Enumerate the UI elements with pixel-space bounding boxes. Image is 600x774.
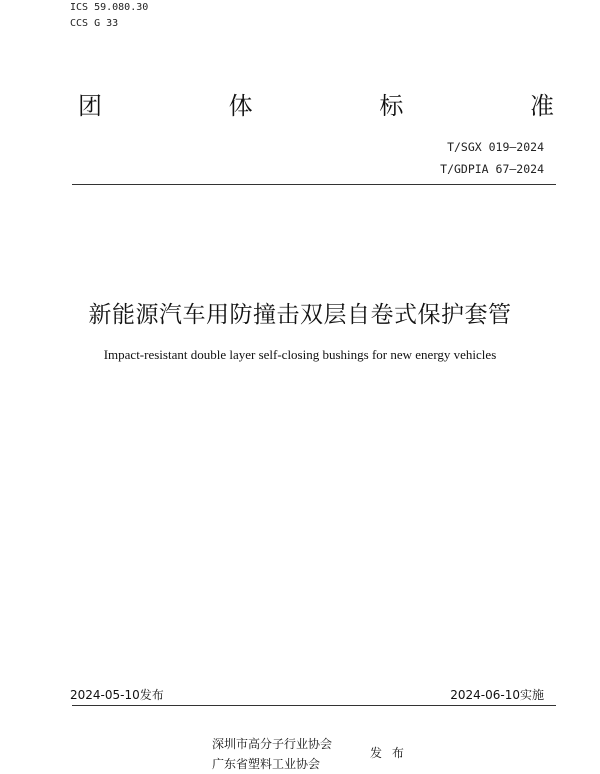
publishers [212, 734, 332, 774]
standard-type-char: 准 [529, 92, 554, 120]
standard-numbers [440, 136, 544, 180]
standard-type-heading [78, 86, 554, 121]
classification-codes [70, 0, 148, 32]
publisher-name: 深圳市高分子行业协会 [212, 737, 333, 751]
implementation-date: 2024-06-10实施 [450, 688, 544, 702]
publish-date: 2024-05-10发布 [70, 688, 164, 702]
standard-type-char: 标 [379, 92, 404, 120]
standard-number: T/SGX 019—2024 [447, 140, 544, 154]
english-title: Impact-resistant double layer self-closing bushings for new energy vehicles [103, 347, 497, 362]
header-divider [72, 184, 556, 185]
publisher-name: 广东省塑料工业协会 [212, 757, 321, 771]
publish-label: 发 布 [370, 746, 407, 760]
chinese-title: 新能源汽车用防撞击双层自卷式保护套管 [88, 302, 512, 328]
footer-divider [72, 705, 556, 706]
standard-type-char: 体 [228, 92, 253, 120]
ics-code: ICS 59.080.30 [70, 2, 149, 13]
standard-type-char: 团 [78, 92, 102, 120]
ccs-code: CCS G 33 [70, 18, 119, 29]
standard-number: T/GDPIA 67—2024 [440, 162, 544, 176]
